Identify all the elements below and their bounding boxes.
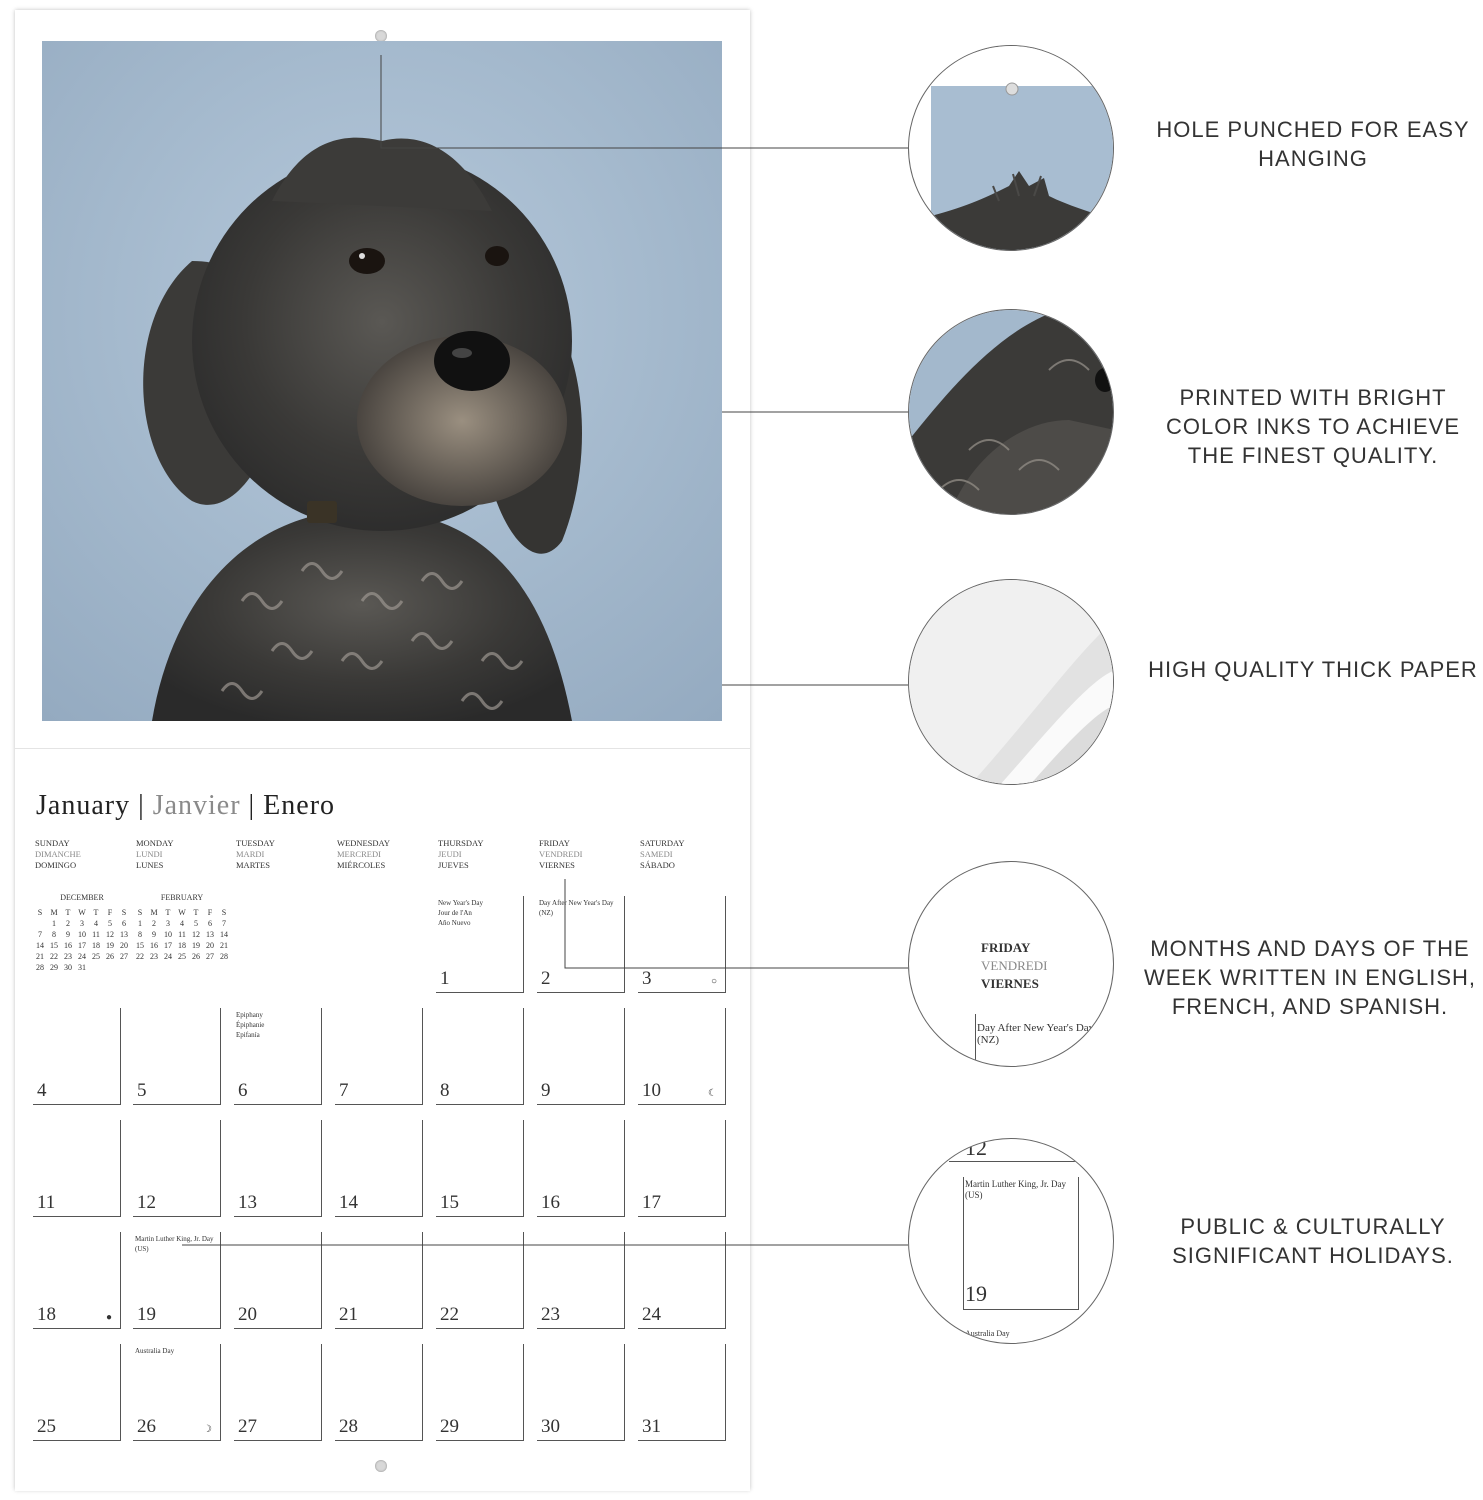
mini-day: 18 (178, 941, 186, 950)
mini-day: 25 (178, 952, 186, 961)
mini-day: 20 (120, 941, 128, 950)
weekday-en: SATURDAY (640, 838, 685, 848)
mini-day: 26 (192, 952, 200, 961)
mini-day: 11 (92, 930, 100, 939)
mini-day: 9 (66, 930, 70, 939)
mini-day: 18 (92, 941, 100, 950)
mini-weekday: M (150, 908, 158, 917)
mini-weekday: W (78, 908, 86, 917)
mini-day: 13 (206, 930, 214, 939)
moon-phase-icon: ● (105, 1312, 112, 1323)
feature-caption-holidays: PUBLIC & CULTURALLY SIGNIFICANT HOLIDAYS. (1172, 1214, 1454, 1268)
mini-day: 5 (194, 919, 198, 928)
day-number: 21 (339, 1304, 358, 1325)
mini-day: 7 (38, 930, 42, 939)
mini-day: 16 (64, 941, 72, 950)
mini-day: 12 (106, 930, 114, 939)
feature-caption-print: PRINTED WITH BRIGHT COLOR INKS TO ACHIEVE THE FINEST QUALITY. (1165, 385, 1461, 468)
mini-day: 19 (192, 941, 200, 950)
moon-phase-icon: ☽ (203, 1424, 212, 1435)
mini-calendar-title: FEBRUARY (160, 893, 204, 902)
mini-weekday: S (121, 908, 127, 917)
zoom-australia-day: Australia Day (965, 1329, 1010, 1338)
mini-weekday: T (93, 908, 99, 917)
holiday-line: Jour de l'An (438, 909, 472, 917)
weekday-fr: JEUDI (438, 849, 462, 859)
mini-weekday: T (65, 908, 71, 917)
day-number: 4 (37, 1080, 47, 1101)
zoom-friday-en: FRIDAY (981, 940, 1031, 955)
weekday-fr: LUNDI (136, 849, 163, 859)
mini-day: 28 (36, 963, 44, 972)
mini-day: 5 (108, 919, 112, 928)
mini-day: 27 (120, 952, 128, 961)
holiday-line: (US) (135, 1245, 149, 1253)
day-number: 6 (238, 1080, 248, 1101)
month-title-en: January (36, 790, 131, 821)
mini-day: 15 (136, 941, 144, 950)
mini-day: 23 (64, 952, 72, 961)
day-number: 8 (440, 1080, 450, 1101)
day-number: 28 (339, 1416, 358, 1437)
weekday-es: VIERNES (539, 860, 575, 870)
mini-day: 16 (150, 941, 158, 950)
mini-day: 8 (52, 930, 56, 939)
day-number: 31 (642, 1416, 661, 1437)
day-number: 2 (541, 968, 551, 989)
feature-caption-paper: HIGH QUALITY THICK PAPER (1148, 657, 1478, 682)
holiday-line: Martin Luther King, Jr. Day (135, 1235, 214, 1243)
weekday-es: MARTES (236, 860, 270, 870)
zoom-friday-fr: VENDREDI (981, 958, 1048, 973)
day-number: 29 (440, 1416, 459, 1437)
mini-weekday: T (193, 908, 199, 917)
weekday-fr: VENDREDI (539, 849, 583, 859)
day-number: 9 (541, 1080, 551, 1101)
mini-day: 17 (164, 941, 172, 950)
weekday-es: LUNES (136, 860, 164, 870)
mini-day: 14 (36, 941, 44, 950)
month-title-es: Enero (263, 790, 336, 821)
mini-day: 7 (222, 919, 226, 928)
mini-day: 3 (80, 919, 84, 928)
zoom-day-12: 12 (965, 1138, 987, 1160)
zoom-circle-hole (908, 45, 1114, 251)
mini-day: 11 (178, 930, 186, 939)
mini-day: 21 (220, 941, 228, 950)
holiday-line: Day After New Year's Day (539, 899, 614, 907)
day-number: 16 (541, 1192, 560, 1213)
day-number: 24 (642, 1304, 661, 1325)
day-number: 5 (137, 1080, 147, 1101)
zoom-circle-paper (908, 579, 1114, 785)
weekday-en: SUNDAY (35, 838, 70, 848)
mini-day: 1 (138, 919, 142, 928)
mini-day: 2 (152, 919, 156, 928)
zoom-holiday-region: (NZ) (977, 1034, 999, 1046)
day-number: 20 (238, 1304, 257, 1325)
mini-weekday: W (178, 908, 186, 917)
mini-day: 10 (78, 930, 86, 939)
weekday-en: WEDNESDAY (337, 838, 391, 848)
day-number: 17 (642, 1192, 661, 1213)
day-number: 26 (137, 1416, 156, 1437)
mini-day: 9 (152, 930, 156, 939)
mini-calendar-title: DECEMBER (60, 893, 104, 902)
zoom-circle-print (908, 309, 1114, 515)
day-number: 12 (137, 1192, 156, 1213)
day-number: 25 (37, 1416, 56, 1437)
mini-day: 27 (206, 952, 214, 961)
day-number: 11 (37, 1192, 56, 1213)
mini-day: 6 (208, 919, 212, 928)
mini-day: 29 (50, 963, 58, 972)
mini-day: 24 (78, 952, 86, 961)
zoom-friday-es: VIERNES (981, 976, 1039, 991)
mini-day: 24 (164, 952, 172, 961)
weekday-es: JUEVES (438, 860, 469, 870)
mini-weekday: F (107, 908, 113, 917)
mini-day: 10 (164, 930, 172, 939)
mini-day: 6 (122, 919, 126, 928)
mini-day: 17 (78, 941, 86, 950)
mini-weekday: S (137, 908, 143, 917)
mini-day: 26 (106, 952, 114, 961)
mini-weekday: S (221, 908, 227, 917)
title-separator: | (138, 790, 145, 821)
mini-weekday: M (50, 908, 58, 917)
mini-day: 22 (50, 952, 58, 961)
zoom-circle-languages (908, 861, 1114, 1067)
holiday-line: Épiphanie (236, 1021, 265, 1029)
mini-day: 22 (136, 952, 144, 961)
mini-day: 21 (36, 952, 44, 961)
feature-caption-languages: MONTHS AND DAYS OF THE WEEK WRITTEN IN ENGLISH, FRENCH, AND SPANISH. (1143, 936, 1477, 1019)
day-number: 3 (642, 968, 652, 989)
mini-day: 8 (138, 930, 142, 939)
zoom-holiday-name: Day After New Year's Day (977, 1022, 1095, 1034)
mini-day: 30 (64, 963, 72, 972)
day-number: 22 (440, 1304, 459, 1325)
day-number: 23 (541, 1304, 560, 1325)
mini-day: 4 (94, 919, 98, 928)
mini-day: 2 (66, 919, 70, 928)
holiday-line: Año Nuevo (438, 919, 471, 927)
mini-day: 23 (150, 952, 158, 961)
weekday-en: TUESDAY (236, 838, 275, 848)
day-number: 10 (642, 1080, 661, 1101)
zoom-day-19: 19 (965, 1281, 987, 1306)
weekday-fr: SAMEDI (640, 849, 673, 859)
day-number: 1 (440, 968, 450, 989)
weekday-fr: DIMANCHE (35, 849, 81, 859)
holiday-line: New Year's Day (438, 899, 484, 907)
day-number: 7 (339, 1080, 349, 1101)
day-number: 14 (339, 1192, 358, 1213)
moon-phase-icon: ○ (710, 976, 717, 987)
day-number: 15 (440, 1192, 459, 1213)
mini-day: 25 (92, 952, 100, 961)
mini-day: 12 (192, 930, 200, 939)
mini-day: 28 (220, 952, 228, 961)
day-number: 19 (137, 1304, 156, 1325)
weekday-es: MIÉRCOLES (337, 860, 386, 870)
title-separator: | (248, 790, 256, 821)
mini-day: 15 (50, 941, 58, 950)
mini-day: 14 (220, 930, 228, 939)
mini-day: 13 (120, 930, 128, 939)
holiday-line: (NZ) (539, 909, 553, 917)
zoom-circle-holidays (908, 1138, 1114, 1344)
holiday-line: Epifanía (236, 1031, 260, 1039)
day-number: 27 (238, 1416, 257, 1437)
weekday-es: SÁBADO (640, 860, 675, 870)
weekday-fr: MARDI (236, 849, 265, 859)
zoom-mlk-name: Martin Luther King, Jr. Day (965, 1179, 1066, 1189)
mini-day: 19 (106, 941, 114, 950)
mini-day: 20 (206, 941, 214, 950)
moon-phase-icon: ☾ (708, 1088, 717, 1099)
zoom-mlk-region: (US) (965, 1190, 983, 1200)
day-number: 13 (238, 1192, 257, 1213)
month-title-fr: Janvier (152, 790, 241, 821)
feature-caption-hole: HOLE PUNCHED FOR EASY HANGING (1156, 117, 1470, 171)
mini-weekday: F (207, 908, 213, 917)
weekday-en: THURSDAY (438, 838, 484, 848)
mini-weekday: S (37, 908, 43, 917)
weekday-es: DOMINGO (35, 860, 77, 870)
mini-weekday: T (165, 908, 171, 917)
weekday-en: FRIDAY (539, 838, 570, 848)
mini-day: 1 (52, 919, 56, 928)
mini-day: 3 (166, 919, 170, 928)
mini-day: 31 (78, 963, 86, 972)
mini-day: 4 (180, 919, 184, 928)
weekday-en: MONDAY (136, 838, 174, 848)
holiday-line: Epiphany (236, 1011, 263, 1019)
day-number: 30 (541, 1416, 560, 1437)
day-number: 18 (37, 1304, 56, 1325)
weekday-fr: MERCREDI (337, 849, 381, 859)
holiday-line: Australia Day (135, 1347, 175, 1355)
